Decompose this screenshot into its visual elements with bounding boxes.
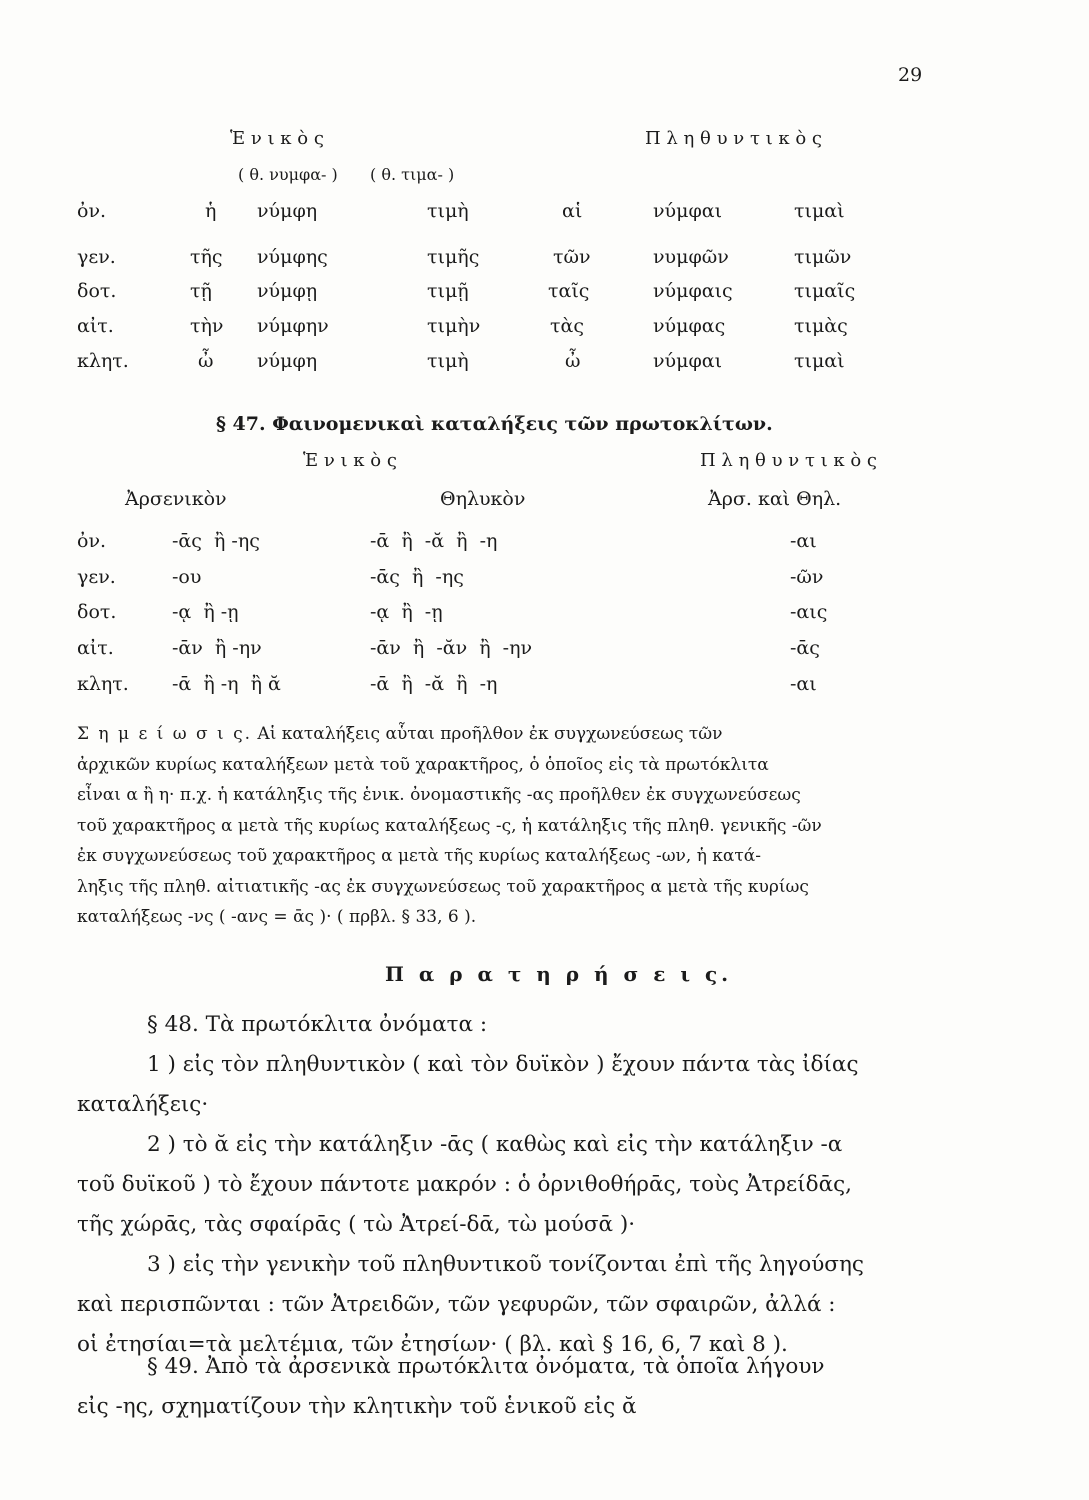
form-nymphe-pl: νύμφαι	[653, 350, 723, 372]
fem-ending: -ᾳ ἢ -ῃ	[370, 601, 443, 623]
form-nymphe-pl: νύμφαι	[653, 200, 723, 222]
article-plural: αἱ	[562, 200, 583, 222]
form-nymphe-sg: νύμφην	[257, 315, 329, 337]
plural-ending: -αις	[790, 601, 828, 623]
form-time-pl: τιμὰς	[794, 315, 848, 337]
note-label: Σ η μ ε ί ω σ ι ς.	[77, 724, 253, 744]
form-time-sg: τιμὴ	[427, 200, 469, 222]
article-singular: τῇ	[190, 280, 212, 302]
case-label: δοτ.	[77, 280, 117, 302]
article-singular: ὦ	[198, 350, 214, 372]
note-line: καταλήξεως -νς ( -ανς = ᾱς )· ( πρβλ. § 33, 6 ).	[77, 907, 477, 927]
case-label: αἰτ.	[77, 637, 114, 659]
section-49-line: § 49. Ἀπὸ τὰ ἀρσενικὰ πρωτόκλιτα ὀνόματα, τὰ ὁποῖα λήγουν	[147, 1354, 825, 1379]
form-nymphe-sg: νύμφης	[257, 246, 328, 268]
masc-ending: -ᾱς ἢ -ης	[172, 530, 260, 552]
section-48-line: τῆς χώρᾱς, τὰς σφαίρᾱς ( τὼ Ἀτρεί-δᾱ, τὼ μούσᾱ )·	[77, 1212, 636, 1237]
table1-singular-header: Ἑ ν ι κ ὸ ς	[230, 128, 324, 149]
form-nymphe-pl: νύμφας	[653, 315, 726, 337]
form-time-pl: τιμῶν	[794, 246, 852, 268]
case-label: κλητ.	[77, 673, 129, 695]
article-plural: τῶν	[553, 246, 591, 268]
case-label: δοτ.	[77, 601, 117, 623]
masculine-header: Ἀρσενικὸν	[125, 488, 227, 510]
section-49	[77, 1347, 937, 1427]
article-plural: τὰς	[550, 315, 584, 337]
section-48	[77, 1005, 937, 1365]
form-nymphe-sg: νύμφη	[257, 350, 318, 372]
article-singular: τῆς	[190, 246, 223, 268]
fem-ending: -ᾱν ἢ -ᾰν ἢ -ην	[370, 637, 533, 659]
section-48-intro: § 48. Τὰ πρωτόκλιτα ὀνόματα :	[147, 1012, 488, 1037]
fem-ending: -ᾱ ἢ -ᾰ ἢ -η	[370, 673, 498, 695]
table1-stem-tima: ( θ. τιμα- )	[370, 165, 455, 184]
form-time-sg: τιμῇ	[427, 280, 469, 302]
section-48-line: καταλήξεις·	[77, 1092, 209, 1117]
plural-ending: -αι	[790, 530, 817, 552]
masc-ending: -ᾱν ἢ -ην	[172, 637, 262, 659]
feminine-header: Θηλυκὸν	[440, 488, 526, 510]
note-line: ληξις τῆς πληθ. αἰτιατικῆς -ας ἐκ συγχωνεύσεως τοῦ χαρακτῆρος α μετὰ τῆς κυρίως	[77, 876, 809, 897]
case-label: κλητ.	[77, 350, 129, 372]
section-49-line: εἰς -ης, σχηματίζουν τὴν κλητικὴν τοῦ ἑνικοῦ εἰς ᾰ	[77, 1394, 637, 1419]
case-label: γεν.	[77, 246, 116, 268]
section-47-title: § 47. Φαινομενικαὶ καταλήξεις τῶν πρωτοκλίτων.	[216, 413, 773, 435]
page-number: 29	[898, 64, 923, 86]
article-singular: ἡ	[205, 200, 217, 222]
case-label: ὀν.	[77, 530, 107, 552]
fem-ending: -ᾱ ἢ -ᾰ ἢ -η	[370, 530, 498, 552]
note-line: ἐκ συγχωνεύσεως τοῦ χαρακτῆρος α μετὰ τῆς κυρίως καταλήξεως -ων, ἡ κατά-	[77, 846, 762, 866]
case-label: αἰτ.	[77, 315, 114, 337]
form-time-sg: τιμὴν	[427, 315, 481, 337]
note-line: τοῦ χαρακτῆρος α μετὰ τῆς κυρίως καταλήξεως -ς, ἡ κατάληξις τῆς πληθ. γενικῆς -ῶν	[77, 815, 822, 836]
table1-plural-header: Π λ η θ υ ν τ ι κ ὸ ς	[645, 128, 823, 149]
article-plural: ταῖς	[548, 280, 590, 302]
plural-ending: -ᾱς	[790, 637, 820, 659]
note-line: Αἱ καταλήξεις αὗται προῆλθον ἐκ συγχωνεύσεως τῶν	[257, 724, 723, 744]
form-time-sg: τιμὴ	[427, 350, 469, 372]
article-plural: ὦ	[565, 350, 581, 372]
section-48-line: 1 ) εἰς τὸν πληθυντικὸν ( καὶ τὸν δυϊκὸν ) ἔχουν πάντα τὰς ἰδίας	[147, 1052, 859, 1077]
form-time-pl: τιμαὶ	[794, 350, 845, 372]
form-nymphe-sg: νύμφη	[257, 200, 318, 222]
section-48-line: καὶ περισπῶνται : τῶν Ἀτρειδῶν, τῶν γεφυρῶν, τῶν σφαιρῶν, ἀλλά :	[77, 1292, 836, 1317]
section-48-line: τοῦ δυϊκοῦ ) τὸ ἔχουν πάντοτε μακρόν : ὁ ὀρνιθοθήρᾱς, τοὺς Ἀτρείδᾱς,	[77, 1172, 852, 1197]
section-47-plural-header: Π λ η θ υ ν τ ι κ ὸ ς	[700, 450, 878, 471]
note-line: ἀρχικῶν κυρίως καταλήξεων μετὰ τοῦ χαρακτῆρος, ὁ ὁποῖος εἰς τὰ πρωτόκλιτα	[77, 754, 769, 775]
form-time-sg: τιμῆς	[427, 246, 480, 268]
case-label: γεν.	[77, 566, 116, 588]
plural-ending: -αι	[790, 673, 817, 695]
section-47-note	[77, 719, 937, 933]
case-label: ὀν.	[77, 200, 107, 222]
section-48-line: 3 ) εἰς τὴν γενικὴν τοῦ πληθυντικοῦ τονίζονται ἐπὶ τῆς ληγούσης	[147, 1252, 864, 1277]
fem-ending: -ᾱς ἢ -ης	[370, 566, 464, 588]
section-48-line: 2 ) τὸ ᾰ εἰς τὴν κατάληξιν -ᾱς ( καθὼς καὶ εἰς τὴν κατάληξιν -α	[147, 1132, 843, 1157]
section-47-singular-header: Ἑ ν ι κ ὸ ς	[303, 450, 397, 471]
plural-gender-header: Ἀρσ. καὶ Θηλ.	[708, 488, 842, 510]
form-time-pl: τιμαὶ	[794, 200, 845, 222]
section-48-line: οἱ ἐτησίαι=τὰ μελτέμια, τῶν ἐτησίων· ( βλ. καὶ § 16, 6, 7 καὶ 8 ).	[77, 1332, 788, 1357]
masc-ending: -ᾱ ἢ -η ἢ ᾰ	[172, 673, 281, 695]
observations-title: Π α ρ α τ η ρ ή σ ε ι ς.	[385, 962, 733, 986]
note-line: εἶναι α ἢ η· π.χ. ἡ κατάληξις τῆς ἑνικ. ὀνομαστικῆς -ας προῆλθεν ἐκ συγχωνεύσεως	[77, 785, 801, 805]
article-singular: τὴν	[190, 315, 224, 337]
plural-ending: -ῶν	[790, 566, 824, 588]
form-nymphe-pl: νύμφαις	[653, 280, 733, 302]
masc-ending: -ου	[172, 566, 202, 588]
form-nymphe-pl: νυμφῶν	[653, 246, 729, 268]
table1-stem-nympha: ( θ. νυμφα- )	[238, 165, 338, 184]
form-nymphe-sg: νύμφῃ	[257, 280, 318, 302]
form-time-pl: τιμαῖς	[794, 280, 856, 302]
masc-ending: -ᾳ ἢ -ῃ	[172, 601, 239, 623]
